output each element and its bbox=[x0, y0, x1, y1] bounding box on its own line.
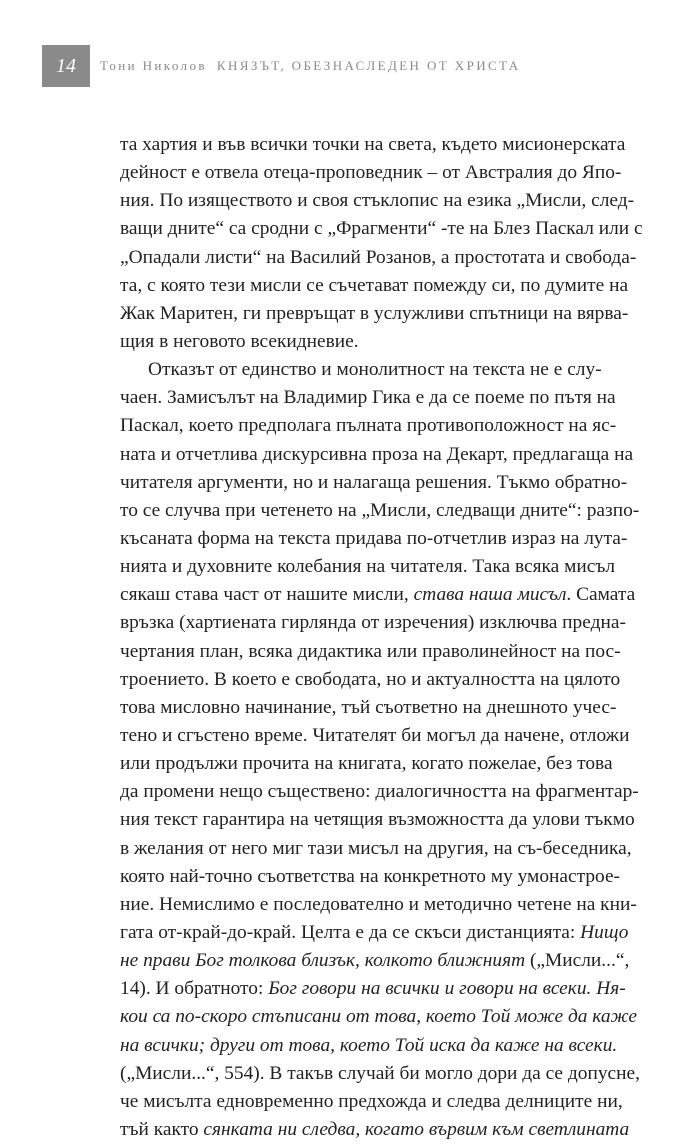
text-line bbox=[120, 722, 630, 750]
italic-text: сянката ни следва, когато вървим към светлината bbox=[203, 1118, 630, 1140]
text-line bbox=[120, 806, 635, 834]
text-segment: чертания план, всяка дидактика или праволинейност на пос- bbox=[120, 640, 621, 662]
text-segment: която най-точно съответства на конкретното му умонастрое- bbox=[120, 865, 621, 887]
text-line bbox=[120, 835, 632, 863]
text-line bbox=[120, 891, 637, 919]
text-segment: дейност е отвела отеца-проповедник – от Австралия до Япо- bbox=[120, 162, 622, 184]
text-segment: тъй както bbox=[120, 1118, 204, 1140]
text-line bbox=[120, 750, 613, 778]
text-segment: тено и сгъстено време. Читателят би могъл да начене, отложи bbox=[120, 724, 630, 746]
text-line bbox=[120, 1088, 623, 1116]
text-segment: нията и духовните колебания на читателя. Така всяка мисъл bbox=[120, 556, 616, 578]
text-segment: това мисловно начинание, тъй съответно на днешното учес- bbox=[120, 696, 617, 718]
text-segment: в желания от него миг тази мисъл на другия, на съ-беседника, bbox=[120, 837, 632, 859]
text-segment: късаната форма на текста придава по-отчетлив израз на лута- bbox=[120, 527, 628, 549]
page-number: 14 bbox=[42, 45, 90, 87]
text-segment: ващи дните“ са сродни с „Фрагменти“ -те на Блез Паскал или с bbox=[120, 218, 643, 240]
text-segment: ние. Немислимо е последователно и методично четене на кни- bbox=[120, 893, 637, 915]
text-line bbox=[120, 272, 629, 300]
text-segment: . Самата bbox=[566, 584, 636, 606]
text-segment: то се случва при четенето на „Мисли, следващи дните“: разпо- bbox=[120, 499, 640, 521]
text-segment: ния. По изяществото и своя стъклопис на езика „Мисли, след- bbox=[120, 190, 635, 212]
text-segment: „Опадали листи“ на Василий Розанов, а простотата и свобода- bbox=[120, 246, 637, 268]
text-segment: читателя аргументи, но и налагаща решения. Тъкмо обратно- bbox=[120, 471, 628, 493]
italic-text: Нищо bbox=[580, 921, 629, 943]
body-text bbox=[120, 131, 643, 1144]
text-line bbox=[120, 328, 598, 356]
text-line bbox=[120, 1116, 630, 1144]
text-line bbox=[120, 581, 636, 609]
text-segment: Жак Маритен, ги превръщат в услужливи спътници на вярва- bbox=[120, 302, 629, 324]
italic-text: кои са по-скоро стъписани от това, което Той може да каже bbox=[120, 1006, 637, 1028]
text-segment: гата от-край-до-край. Целта е да се скъси дистанцията: bbox=[120, 921, 581, 943]
text-segment: Паскал, което предполага пълната противоположност на яс- bbox=[120, 415, 617, 437]
text-line bbox=[120, 300, 629, 328]
text-segment: („Мисли...“, 554). В такъв случай би могло дори да се допусне, bbox=[120, 1062, 640, 1084]
book-title: КНЯЗЪТ, ОБЕЗНАСЛЕДЕН ОТ ХРИСТА bbox=[216, 58, 521, 73]
text-line bbox=[120, 1032, 618, 1060]
text-segment: ния текст гарантира на четящия възможността да улови тъкмо bbox=[120, 809, 635, 831]
running-header bbox=[42, 45, 521, 87]
text-segment: („Мисли...“, bbox=[525, 950, 630, 972]
italic-text: на всички; други от това, което Той иска да каже на всеки. bbox=[120, 1034, 618, 1056]
text-line bbox=[120, 497, 640, 525]
text-line bbox=[120, 187, 635, 215]
text-segment: щия в неговото всекидневие. bbox=[120, 330, 359, 352]
italic-text: Бог говори на всички и говори на всеки. Ня- bbox=[268, 978, 626, 1000]
text-line bbox=[120, 159, 622, 187]
text-segment: че мисълта едновременно предхожда и следва делниците ни, bbox=[120, 1090, 623, 1112]
text-segment: връзка (хартиената гирлянда от изречения) изключва предна- bbox=[120, 612, 626, 634]
text-line bbox=[120, 609, 626, 637]
text-line bbox=[120, 666, 621, 694]
italic-text: става наша мисъл bbox=[413, 584, 567, 606]
text-line bbox=[120, 356, 602, 384]
text-segment: чаен. Замисълът на Владимир Гика е да се поеме по пътя на bbox=[120, 387, 616, 409]
text-line bbox=[120, 131, 626, 159]
text-line bbox=[120, 778, 639, 806]
italic-text: не прави Бог толкова близък, колкото ближният bbox=[120, 950, 526, 972]
text-line bbox=[120, 638, 621, 666]
text-line bbox=[120, 919, 629, 947]
text-line bbox=[120, 694, 617, 722]
text-line bbox=[120, 441, 634, 469]
text-line bbox=[120, 412, 617, 440]
text-line bbox=[120, 244, 637, 272]
text-line bbox=[120, 1060, 640, 1088]
text-segment: или продължи прочита на книгата, когато пожелае, без това bbox=[120, 753, 613, 775]
text-line bbox=[120, 863, 621, 891]
text-line bbox=[120, 1003, 637, 1031]
text-line bbox=[120, 947, 630, 975]
text-segment: да промени нещо съществено: диалогичността на фрагментар- bbox=[120, 781, 639, 803]
author-name: Тони Николов bbox=[100, 58, 207, 73]
text-segment: Отказът от единство и монолитност на текста не е слу- bbox=[148, 359, 602, 381]
text-line bbox=[120, 553, 616, 581]
text-line bbox=[120, 384, 616, 412]
text-line bbox=[120, 525, 628, 553]
text-segment: троението. В което е свободата, но и актуалността на цялото bbox=[120, 668, 621, 690]
text-segment: сякаш става част от нашите мисли, bbox=[120, 584, 414, 606]
text-segment: та хартия и във всички точки на света, където мисионерската bbox=[120, 134, 626, 155]
text-line bbox=[120, 469, 628, 497]
text-segment: та, с която тези мисли се съчетават помежду си, по думите на bbox=[120, 274, 629, 296]
text-line bbox=[120, 215, 643, 243]
running-head-text bbox=[100, 58, 521, 74]
text-segment: ната и отчетлива дискурсивна проза на Декарт, предлагаща на bbox=[120, 443, 634, 465]
text-segment: 14). И обратното: bbox=[120, 978, 269, 1000]
text-line bbox=[120, 975, 626, 1003]
